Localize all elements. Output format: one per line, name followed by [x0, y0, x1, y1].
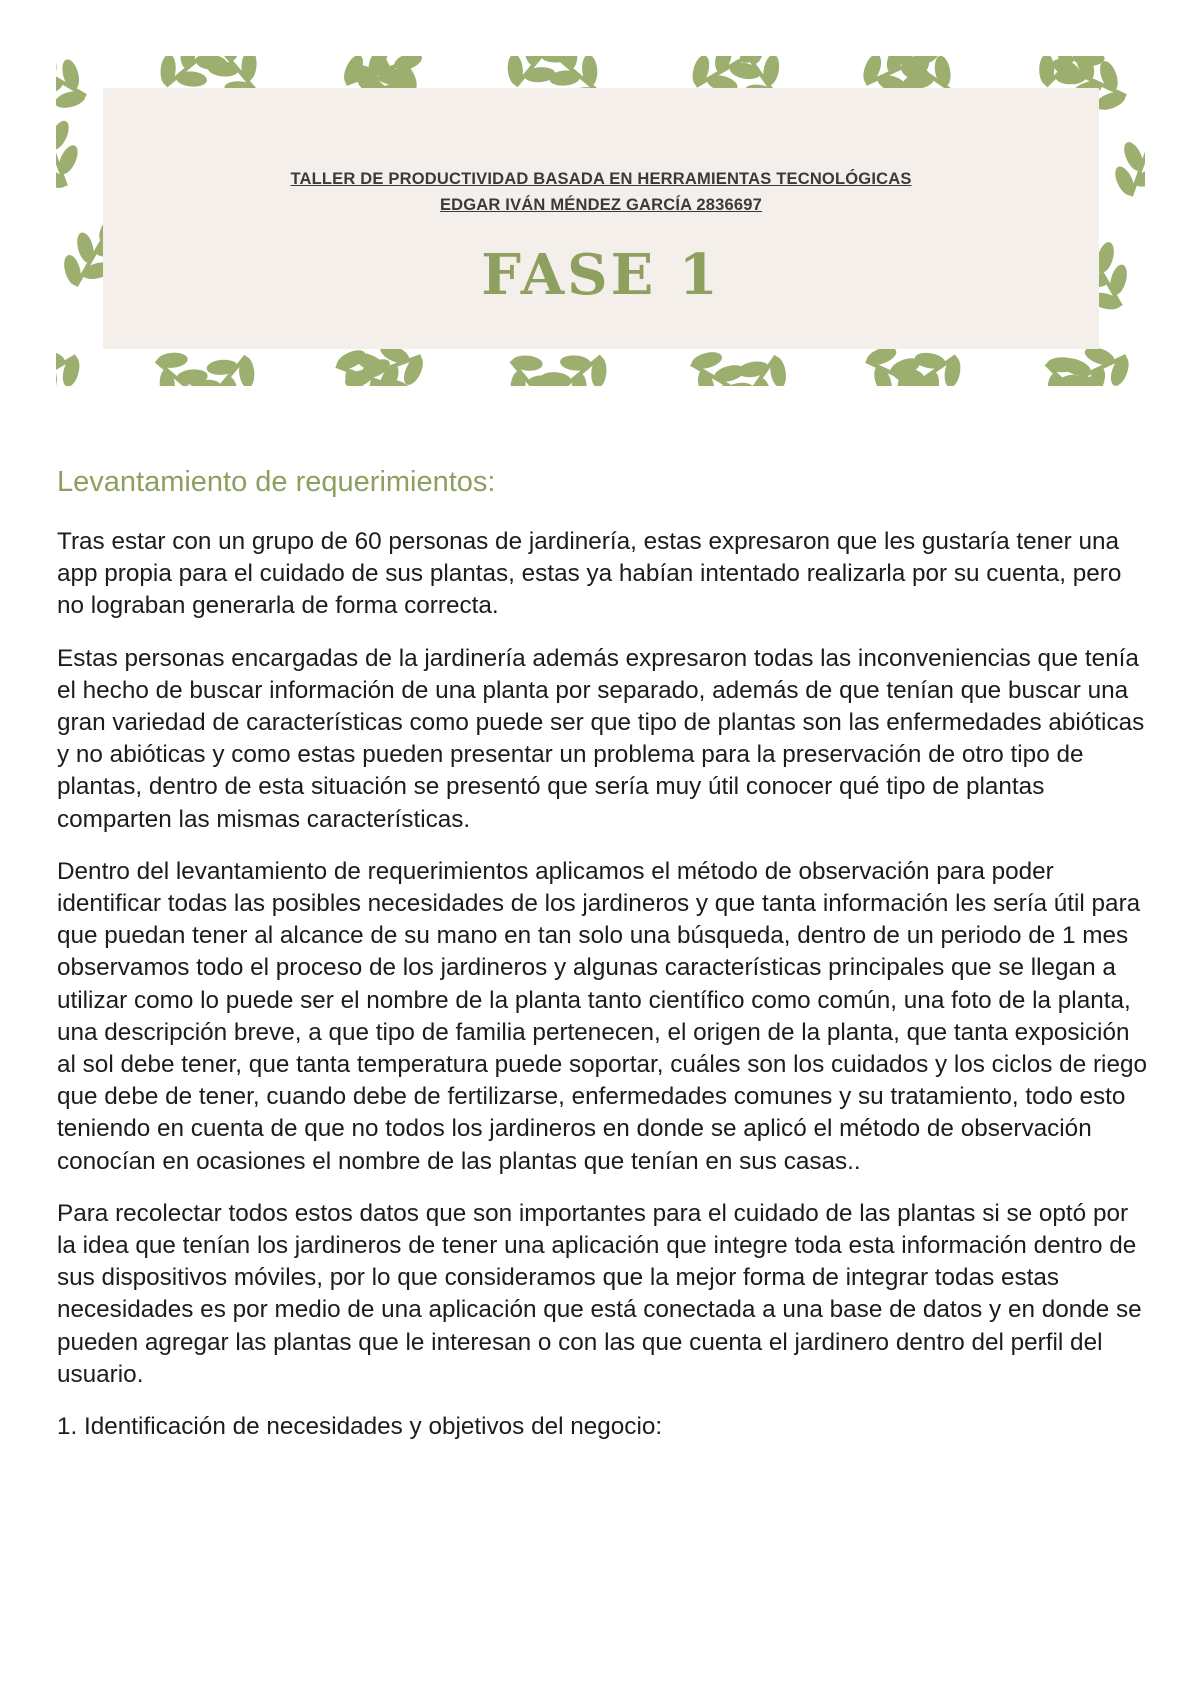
paragraph: Estas personas encargadas de la jardinería además expresaron todas las inconveniencias que tenía el hecho de buscar información de una planta por separado, además de que tenían que buscar una gran variedad de características como puede ser que tipo de plantas son las enfermedades abióticas y no abióticas y como estas pueden presentar un problema para la preservación de otro tipo de plantas, dentro de esta situación se presentó que sería muy útil conocer qué tipo de plantas comparten las mismas características. [57, 644, 1145, 833]
course-title: TALLER DE PRODUCTIVIDAD BASADA EN HERRAMIENTAS TECNOLÓGICAS [290, 170, 912, 188]
paragraph: Tras estar con un grupo de 60 personas de jardinería, estas expresaron que les gustaría tener una app propia para el cuidado de sus plantas, estas ya habían intentado realizarla por su cuenta, pero no lograban generarla de forma correcta. [57, 528, 1122, 620]
document-body [57, 462, 1147, 1443]
phase-title: FASE 1 [481, 242, 721, 308]
banner-card [103, 88, 1099, 349]
header-banner [56, 56, 1145, 386]
paragraph: Para recolectar todos estos datos que son importantes para el cuidado de las plantas si se optó por la idea que tenían los jardineros de tener una aplicación que integre toda esta información dentro de sus dispositivos móviles, por lo que consideramos que la mejor forma de integrar todas estas necesidades es por medio de una aplicación que está conectada a una base de datos y en donde se pueden agregar las plantas que le interesan o con las que cuenta el jardinero dentro del perfil del usuario. [57, 1199, 1142, 1388]
author-line: EDGAR IVÁN MÉNDEZ GARCÍA 2836697 [439, 196, 763, 214]
section-heading: Levantamiento de requerimientos: [57, 466, 496, 498]
numbered-list-item: 1. Identificación de necesidades y objetivos del negocio: [57, 1413, 663, 1441]
paragraph: Dentro del levantamiento de requerimientos aplicamos el método de observación para poder identificar todas las posibles necesidades de los jardineros y que tanta información les sería útil para que puedan tener al alcance de su mano en tan solo una búsqueda, dentro de un periodo de 1 mes observamos todo el proceso de los jardineros y algunas características principales que se llegan a utilizar como lo puede ser el nombre de la planta tanto científico como común, una foto de la planta, una descripción breve, a que tipo de familia pertenecen, el origen de la planta, que tanta exposición al sol debe tener, que tanta temperatura puede soportar, cuáles son los cuidados y los ciclos de riego que debe de tener, cuando debe de fertilizarse, enfermedades comunes y su tratamiento, todo esto teniendo en cuenta de que no todos los jardineros en donde se aplicó el método de observación conocían en ocasiones el nombre de las plantas que tenían en sus casas.. [57, 857, 1147, 1175]
